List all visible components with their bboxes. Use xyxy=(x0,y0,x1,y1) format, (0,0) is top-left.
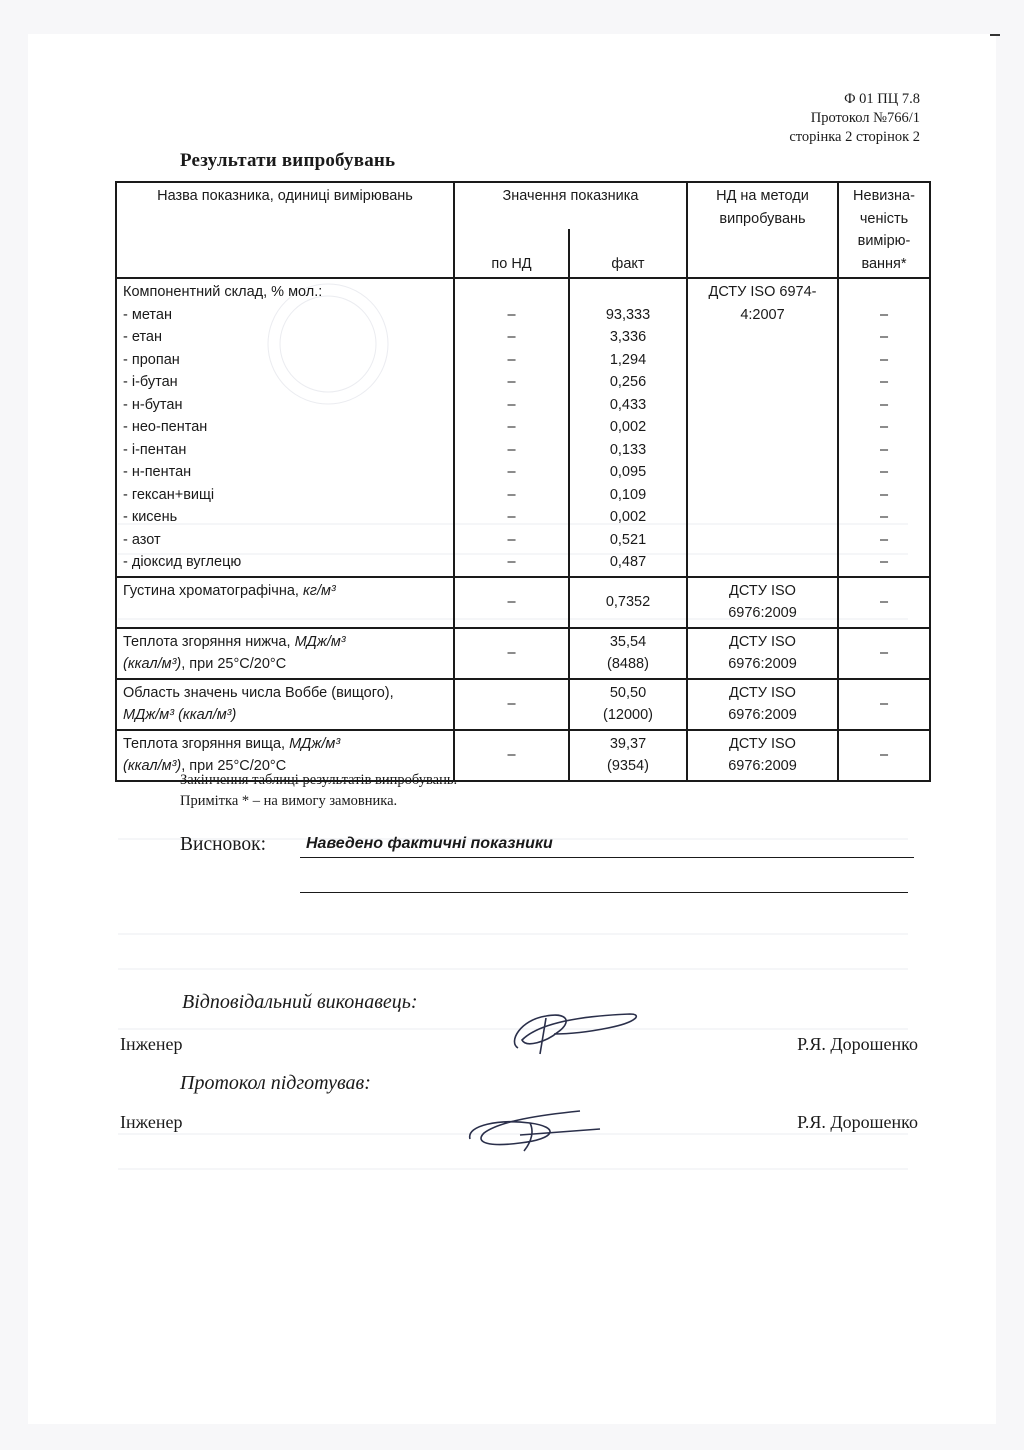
page-indicator: сторінка 2 сторінок 2 xyxy=(789,129,920,145)
component-name: - етан xyxy=(123,329,162,345)
document-header xyxy=(789,90,920,147)
prepared-name: Р.Я. Дорошенко xyxy=(797,1112,918,1132)
composition-uncertainty xyxy=(838,278,930,577)
higher-heat-uncertainty: – xyxy=(838,730,930,781)
signature-prepared xyxy=(460,1095,610,1155)
component-fact: 93,333 xyxy=(605,306,651,323)
component-nd: – xyxy=(507,351,516,368)
component-name: - азот xyxy=(123,531,161,548)
wobbe-label: Область значень числа Воббе (вищого), МДж/м³ (ккал/м³) xyxy=(116,679,454,730)
lower-heat-label: Теплота згоряння нижча, МДж/м³ (ккал/м³), при 25°С/20°С xyxy=(116,628,454,679)
lower-heat-fact: 35,54 (8488) xyxy=(569,628,687,679)
composition-names xyxy=(116,278,454,577)
higher-heat-method: ДСТУ ISO 6976:2009 xyxy=(687,730,838,781)
component-uncertainty: – xyxy=(879,419,889,435)
table-end-note: Закінчення таблиці результатів випробувань. xyxy=(180,772,458,788)
component-uncertainty: – xyxy=(879,509,889,525)
component-uncertainty: – xyxy=(879,441,889,458)
component-name: - гексан+вищі xyxy=(123,486,215,503)
component-name: - і-пентан xyxy=(123,441,187,458)
composition-method: ДСТУ ISO 6974- 4:2007 xyxy=(687,278,838,577)
responsible-role: Інженер xyxy=(120,1034,183,1054)
component-name: - діоксид вуглецю xyxy=(123,554,242,570)
component-name: - метан xyxy=(123,306,172,323)
conclusion-blank-line xyxy=(300,890,908,893)
prepared-heading: Протокол підготував: xyxy=(180,1072,371,1094)
component-uncertainty: – xyxy=(879,486,889,503)
component-uncertainty: – xyxy=(879,554,889,570)
component-fact: 0,433 xyxy=(609,396,647,413)
component-name: - н-бутан xyxy=(123,396,183,413)
component-nd: – xyxy=(507,554,516,570)
component-fact: 0,521 xyxy=(609,531,647,548)
page-title: Результати випробувань xyxy=(180,150,396,171)
header-uncertainty: Невизна- ченість вимірю- вання* xyxy=(838,182,930,278)
component-nd: – xyxy=(507,441,516,458)
composition-nd xyxy=(454,278,569,577)
prepared-role: Інженер xyxy=(120,1112,183,1132)
edge-mark xyxy=(990,34,1000,36)
density-uncertainty: – xyxy=(838,577,930,628)
wobbe-fact: 50,50 (12000) xyxy=(569,679,687,730)
component-fact: 0,256 xyxy=(609,374,647,390)
component-fact: 1,294 xyxy=(609,351,647,368)
component-uncertainty: – xyxy=(879,464,889,480)
table-row-composition xyxy=(116,278,930,577)
component-nd: – xyxy=(507,486,516,503)
higher-heat-fact: 39,37 (9354) xyxy=(569,730,687,781)
component-nd: – xyxy=(507,419,516,435)
table-footnotes xyxy=(180,770,457,812)
lower-heat-method: ДСТУ ISO 6976:2009 xyxy=(687,628,838,679)
header-name: Назва показника, одиниці вимірювань xyxy=(116,182,454,278)
table-row-density xyxy=(116,577,930,628)
higher-heat-label: Теплота згоряння вища, МДж/м³ (ккал/м³), при 25°С/20°С xyxy=(116,730,454,781)
component-name: - пропан xyxy=(123,351,180,368)
component-name: - кисень xyxy=(123,509,178,525)
density-nd: – xyxy=(454,577,569,628)
density-fact: 0,7352 xyxy=(569,577,687,628)
component-uncertainty: – xyxy=(879,351,889,368)
table-row-lower-heat xyxy=(116,628,930,679)
higher-heat-nd: – xyxy=(454,730,569,781)
responsible-name: Р.Я. Дорошенко xyxy=(797,1034,918,1054)
component-nd: – xyxy=(507,306,516,323)
composition-label: Компонентний склад, % мол.: xyxy=(123,284,323,300)
component-uncertainty: – xyxy=(879,306,889,323)
header-by-nd: по НД xyxy=(454,229,569,278)
component-fact: 0,133 xyxy=(609,441,647,458)
component-uncertainty: – xyxy=(879,531,889,548)
signature-responsible xyxy=(498,1002,648,1062)
component-name: - нео-пентан xyxy=(123,419,208,435)
component-fact: 0,002 xyxy=(609,419,647,435)
wobbe-method: ДСТУ ISO 6976:2009 xyxy=(687,679,838,730)
header-fact: факт xyxy=(569,229,687,278)
wobbe-uncertainty: – xyxy=(838,679,930,730)
density-method: ДСТУ ISO 6976:2009 xyxy=(687,577,838,628)
form-code: Ф 01 ПЦ 7.8 xyxy=(844,91,920,107)
component-uncertainty: – xyxy=(879,396,889,413)
table-header-row xyxy=(116,182,930,229)
header-value-group: Значення показника xyxy=(454,182,687,229)
component-nd: – xyxy=(507,396,516,413)
conclusion-value: Наведено фактичні показники xyxy=(300,833,914,858)
table-remark: Примітка * – на вимогу замовника. xyxy=(180,793,398,809)
component-fact: 0,095 xyxy=(609,464,647,480)
component-nd: – xyxy=(507,509,516,525)
component-fact: 3,336 xyxy=(609,329,647,345)
composition-fact xyxy=(569,278,687,577)
responsible-heading: Відповідальний виконавець: xyxy=(182,991,418,1013)
wobbe-nd: – xyxy=(454,679,569,730)
component-uncertainty: – xyxy=(879,329,889,345)
component-nd: – xyxy=(507,464,516,480)
component-fact: 0,002 xyxy=(609,509,647,525)
density-label: Густина хроматографічна, кг/м³ xyxy=(116,577,454,628)
header-method: НД на методи випробувань xyxy=(687,182,838,278)
protocol-number: Протокол №766/1 xyxy=(810,110,920,126)
table-row-wobbe xyxy=(116,679,930,730)
lower-heat-uncertainty: – xyxy=(838,628,930,679)
component-nd: – xyxy=(507,531,516,548)
lower-heat-nd: – xyxy=(454,628,569,679)
component-fact: 0,487 xyxy=(609,554,647,570)
component-uncertainty: – xyxy=(879,374,889,390)
component-name: - і-бутан xyxy=(123,374,178,390)
component-fact: 0,109 xyxy=(609,486,647,503)
component-nd: – xyxy=(507,374,516,390)
results-table xyxy=(115,181,931,782)
component-name: - н-пентан xyxy=(123,464,192,480)
component-nd: – xyxy=(507,329,516,345)
conclusion-label: Висновок: xyxy=(180,834,266,855)
